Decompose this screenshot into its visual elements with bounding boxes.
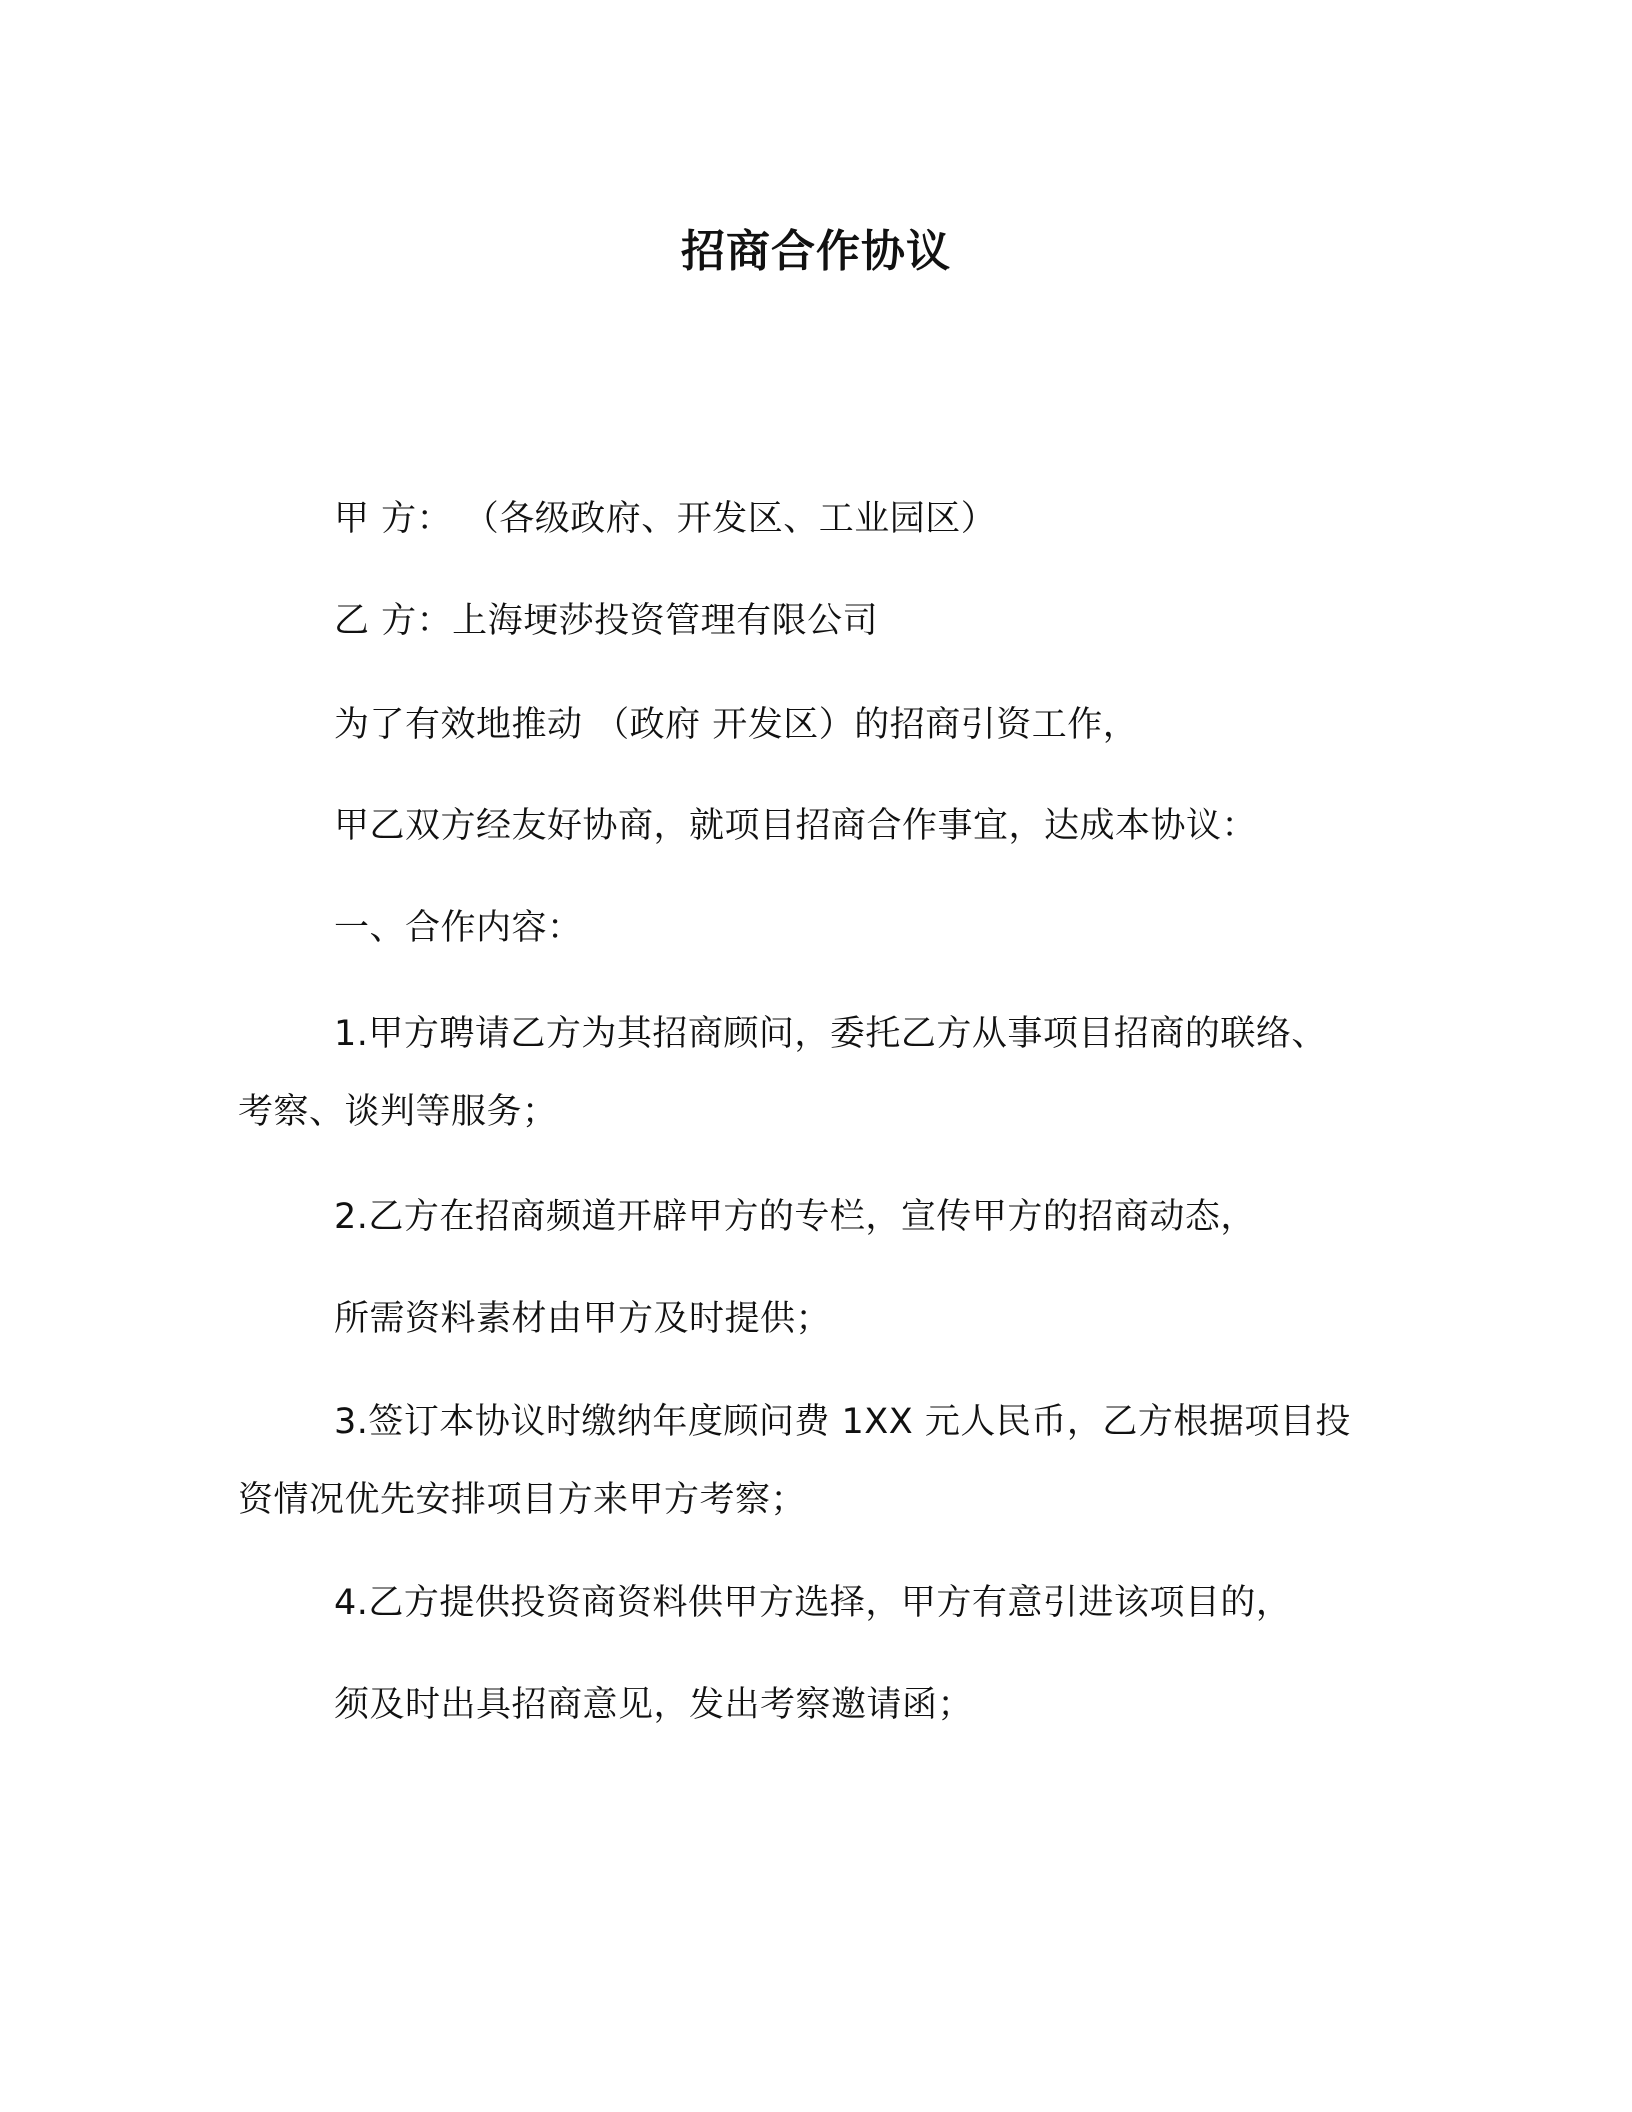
item-1-line-2: 考察、谈判等服务；	[238, 1092, 558, 1132]
item-2-line-1: 2.乙方在招商频道开辟甲方的专栏，宣传甲方的招商动态，	[334, 1197, 1256, 1237]
section-1-heading: 一、合作内容：	[334, 908, 583, 948]
item-3-line-1: 3.签订本协议时缴纳年度顾问费 1XX 元人民币，乙方根据项目投	[334, 1402, 1351, 1442]
item-4-line-2: 须及时出具招商意见，发出考察邀请函；	[334, 1685, 974, 1725]
item-1-line-1: 1.甲方聘请乙方为其招商顾问，委托乙方从事项目招商的联络、	[334, 1014, 1327, 1054]
item-4-line-1: 4.乙方提供投资商资料供甲方选择，甲方有意引进该项目的，	[334, 1583, 1292, 1623]
party-b-line: 乙 方：上海埂莎投资管理有限公司	[334, 601, 879, 641]
document-title: 招商合作协议	[681, 226, 951, 277]
item-3-line-2: 资情况优先安排项目方来甲方考察；	[238, 1480, 807, 1520]
intro-line-1: 为了有效地推动 （政府 开发区）的招商引资工作，	[334, 705, 1139, 745]
intro-line-2: 甲乙双方经友好协商，就项目招商合作事宜，达成本协议：	[334, 806, 1258, 846]
item-2-line-2: 所需资料素材由甲方及时提供；	[334, 1299, 832, 1339]
party-a-line: 甲 方： （各级政府、开发区、工业园区）	[334, 499, 997, 539]
